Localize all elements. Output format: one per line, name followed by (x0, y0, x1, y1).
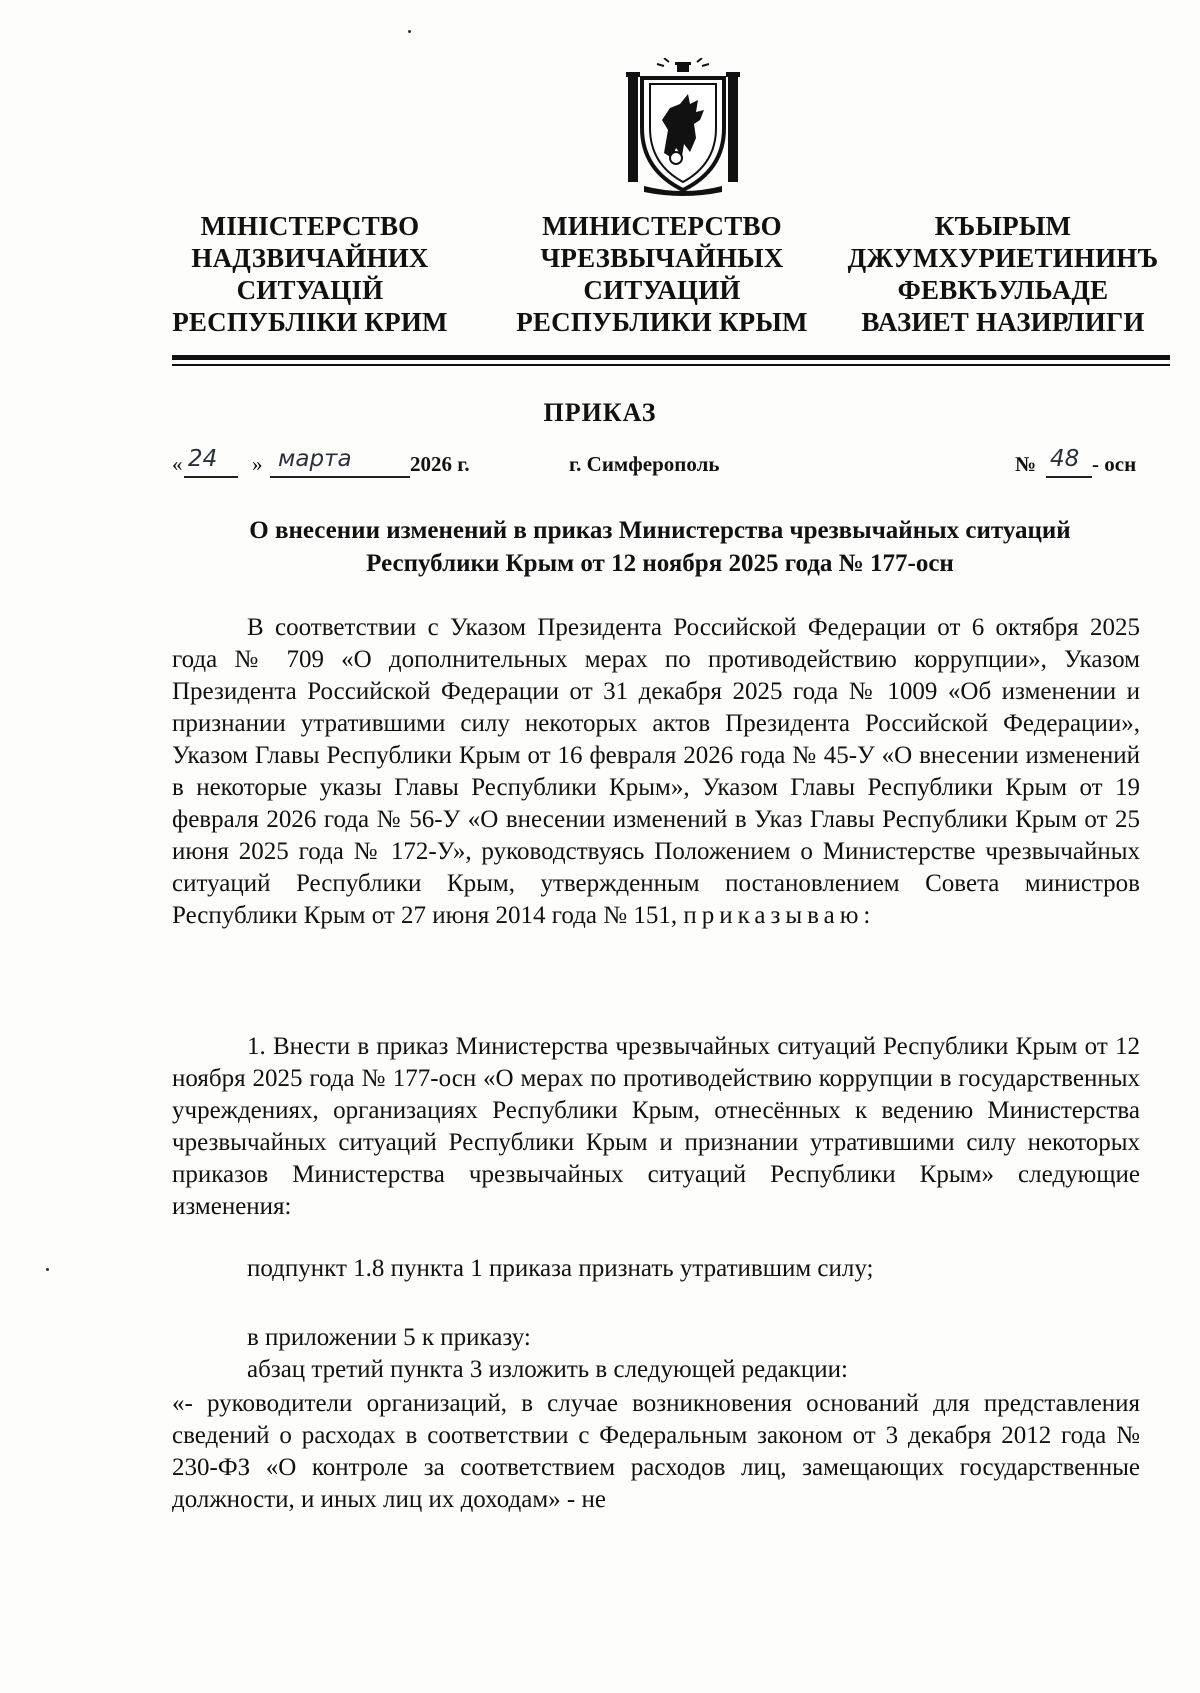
header-ministry-crimean-tatar: КЪЫРЫМ ДЖУМХУРИЕТИНИНЪ ФЕВКЪУЛЬАДЕ ВАЗИЕТ НАЗИРЛИГИ (847, 211, 1159, 337)
date-year: 2026 г. (410, 452, 470, 476)
crimea-coat-of-arms-icon (624, 58, 742, 196)
date-month-handwritten: марта (278, 446, 352, 472)
quoted-text-paragraph: «- руководители организаций, в случае возникновения оснований для представления сведений о расходах в соответствии с Федеральным законом от 3 декабря 2012 года № 230-ФЗ «О контроле за соответствием расходов лиц, замещающих государственные должности, и иных лиц их доходам» - не (172, 1390, 1140, 1513)
intro-paragraph: В соответствии с Указом Президента Российской Федерации от 6 октября 2025 года № 709 «О дополнительных мерах по противодействию коррупции», Указом Президента Российской Федерации от 31 декабря 2025 года № 1009 «Об изменении и признании утратившими силу некоторых актов Президента Российской Федерации», Указом Главы Республики Крым от 16 февраля 2026 года № 45-У «О внесении изменений в некоторые указы Главы Республики Крым», Указом Главы Республики Крым от 19 февраля 2026 года № 56-У «О внесении изменений в Указ Главы Республики Крым от 25 июня 2025 года № 172-У», руководствуясь Положением о Министерстве чрезвычайных ситуаций Республики Крым, утвержденным постановлением Совета министров Республики Крым от 27 июня 2014 года № 151, приказываю: (172, 614, 1140, 929)
header-ministry-russian: МИНИСТЕРСТВО ЧРЕЗВЫЧАЙНЫХ СИТУАЦИЙ РЕСПУБЛИКИ КРЫМ (516, 211, 808, 337)
order-number-handwritten: 48 (1050, 446, 1080, 472)
city: г. Симферополь (569, 452, 720, 476)
month-underline (270, 476, 410, 478)
header-ministry-ukrainian: МІНІСТЕРСТВО НАДЗВИЧАЙНИХ СИТУАЦІЙ РЕСПУБЛІКИ КРИМ (172, 211, 448, 337)
date-close-quote: » (252, 452, 263, 476)
subpoint-line: подпункт 1.8 пункта 1 приказа признать утратившим силу; (247, 1255, 874, 1282)
item-1-paragraph: 1. Внести в приказ Министерства чрезвычайных ситуаций Республики Крым от 12 ноября 2025 года № 177-осн «О мерах по противодействию коррупции в государственных учреждениях, организациях Республики Крым, отнесённых к ведению Министерства чрезвычайных ситуаций Республики Крым и признании утратившими силу некоторых приказов Министерства чрезвычайных ситуаций Республики Крым» следующие изменения: (172, 1033, 1140, 1220)
order-number-suffix: - осн (1092, 452, 1137, 476)
paragraph-line: абзац третий пункта 3 изложить в следующей редакции: (247, 1356, 848, 1383)
appendix-line: в приложении 5 к приказу: (247, 1324, 531, 1351)
order-number-label: № (1015, 452, 1037, 476)
header-divider-thick (172, 355, 1170, 360)
date-open-quote: « (172, 452, 183, 476)
day-underline (184, 476, 238, 478)
scan-speck (46, 1268, 49, 1271)
header-divider-thin (172, 364, 1170, 366)
scan-speck (408, 30, 411, 33)
number-underline (1046, 476, 1092, 478)
order-subject: О внесении изменений в приказ Министерства чрезвычайных ситуаций Республики Крым от 12 ноября 2025 года № 177-осн (249, 517, 1071, 577)
date-day-handwritten: 24 (188, 446, 218, 472)
order-title: ПРИКАЗ (543, 398, 657, 427)
directive-word: приказываю: (683, 902, 876, 929)
